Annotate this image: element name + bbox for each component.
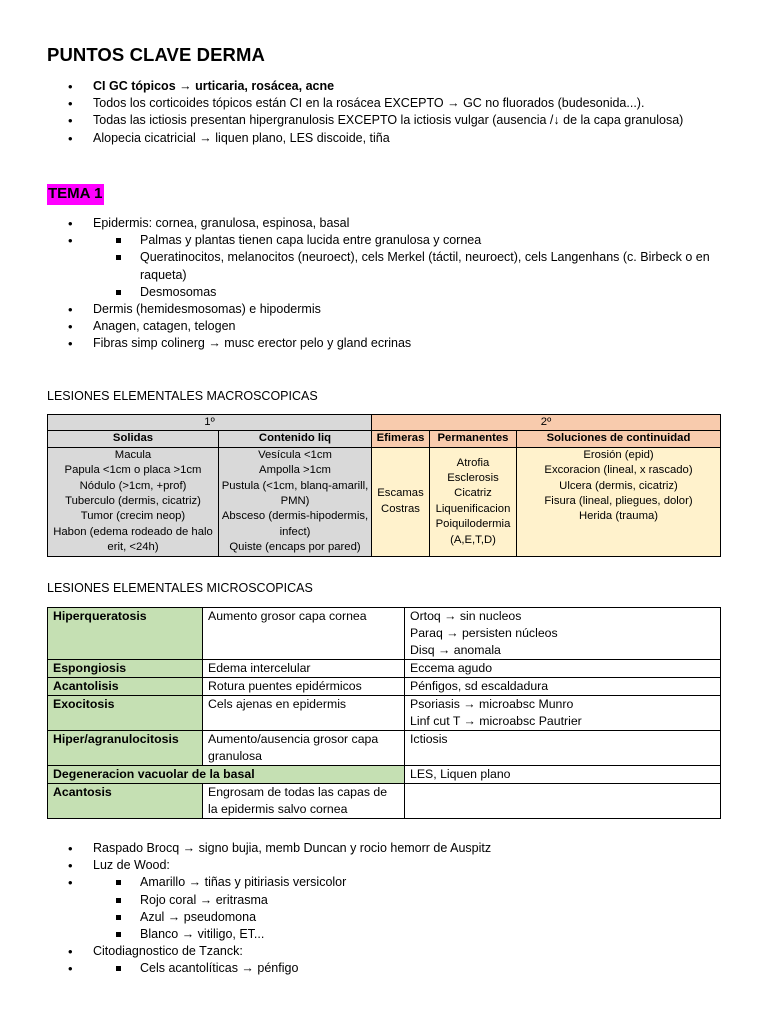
wood-sublist bbox=[0, 874, 491, 943]
sublist-container bbox=[0, 874, 491, 943]
list-item: • Palmas y plantas tienen capa lucida entre granulosa y cornea bbox=[0, 232, 720, 249]
tema-list bbox=[0, 215, 720, 353]
list-item: • Luz de Wood: bbox=[0, 857, 491, 874]
table-row: Exocitosis Cels ajenas en epidermis Psoriasis → microabsc Munro Linf cut T → microabsc Pautrier bbox=[48, 696, 721, 731]
epidermis-sublist bbox=[0, 232, 720, 301]
macro-lesions-table bbox=[47, 414, 721, 557]
sublist-container bbox=[0, 960, 491, 977]
list-item: • CI GC tópicos → urticaria, rosácea, acne bbox=[0, 78, 683, 95]
col-contenido-liq: Contenido liq bbox=[219, 431, 372, 447]
list-item: Queratinocitos, melanocitos (neuroect), cels Merkel (táctil, neuroect), cels Langenhans (c. Birbeck o en raqueta) bbox=[0, 249, 720, 283]
section-heading-tema-1: TEMA 1 bbox=[47, 184, 104, 205]
list-item: Blanco → vitiligo, ET... bbox=[0, 926, 491, 943]
table-row: Hiper/agranulocitosis Aumento/ausencia grosor capa granulosa Ictiosis bbox=[48, 731, 721, 766]
list-item: • Todos los corticoides tópicos están CI en la rosácea EXCEPTO → GC no fluorados (budesonida...). bbox=[0, 95, 683, 112]
list-item: Azul → pseudomona bbox=[0, 909, 491, 926]
list-item: • Raspado Brocq → signo bujia, memb Duncan y rocio hemorr de Auspitz bbox=[0, 840, 491, 857]
table-row: Espongiosis Edema intercelular Eccema agudo bbox=[48, 660, 721, 678]
list-item: • Cels acantolíticas → pénfigo bbox=[0, 960, 491, 977]
table-row: Hiperqueratosis Aumento grosor capa cornea Ortoq → sin nucleos Paraq → persisten núcleos Disq → anomala bbox=[48, 608, 721, 660]
list-item: Rojo coral → eritrasma bbox=[0, 892, 491, 909]
bottom-list bbox=[0, 840, 491, 978]
list-item: • Todas las ictiosis presentan hipergranulosis EXCEPTO la ictiosis vulgar (ausencia /↓ de la capa granulosa) bbox=[0, 112, 683, 129]
intro-list bbox=[0, 78, 683, 147]
list-item: • Alopecia cicatricial → liquen plano, LES discoide, tiña bbox=[0, 130, 683, 147]
table-row: Degeneracion vacuolar de la basal LES, Liquen plano bbox=[48, 766, 721, 784]
col-solidas: Solidas bbox=[48, 431, 219, 447]
cell-efimeras: Escamas Costras bbox=[372, 447, 430, 556]
tzanck-sublist bbox=[0, 960, 491, 977]
list-item: • Dermis (hemidesmosomas) e hipodermis bbox=[0, 301, 720, 318]
list-item: • Amarillo → tiñas y pitiriasis versicolor bbox=[0, 874, 491, 891]
macro-heading: LESIONES ELEMENTALES MACROSCOPICAS bbox=[47, 389, 318, 403]
list-item: • Anagen, catagen, telogen bbox=[0, 318, 720, 335]
cell-soluciones: Erosión (epid) Excoracion (lineal, x rascado) Ulcera (dermis, cicatriz) Fisura (lineal, pliegues, dolor) Herida (trauma) bbox=[517, 447, 721, 556]
table-row: Acantolisis Rotura puentes epidérmicos Pénfigos, sd escaldadura bbox=[48, 678, 721, 696]
list-item: • Fibras simp colinerg → musc erector pelo y gland ecrinas bbox=[0, 335, 720, 352]
list-item: • Citodiagnostico de Tzanck: bbox=[0, 943, 491, 960]
cell-contenido-liq: Vesícula <1cm Ampolla >1cm Pustula (<1cm, blanq-amarill, PMN) Absceso (dermis-hipodermis, infect) Quiste (encaps por pared) bbox=[219, 447, 372, 556]
micro-heading: LESIONES ELEMENTALES MICROSCOPICAS bbox=[47, 581, 313, 595]
cell-solidas: Macula Papula <1cm o placa >1cm Nódulo (>1cm, +prof) Tuberculo (dermis, cicatriz) Tumor (crecim neop) Habon (edema rodeado de halo erit, <24h) bbox=[48, 447, 219, 556]
header-primary: 1º bbox=[48, 415, 372, 431]
table-row: Acantosis Engrosam de todas las capas de la epidermis salvo cornea bbox=[48, 784, 721, 819]
col-soluciones: Soluciones de continuidad bbox=[517, 431, 721, 447]
col-permanentes: Permanentes bbox=[430, 431, 517, 447]
col-efimeras: Efimeras bbox=[372, 431, 430, 447]
page-title: PUNTOS CLAVE DERMA bbox=[47, 44, 265, 65]
list-item: • Epidermis: cornea, granulosa, espinosa, basal bbox=[0, 215, 720, 232]
list-item: Desmosomas bbox=[0, 284, 720, 301]
sublist-container bbox=[0, 232, 720, 301]
micro-lesions-table bbox=[47, 607, 721, 819]
header-secondary: 2º bbox=[372, 415, 721, 431]
cell-permanentes: Atrofia Esclerosis Cicatriz Liquenificacion Poiquilodermia (A,E,T,D) bbox=[430, 447, 517, 556]
